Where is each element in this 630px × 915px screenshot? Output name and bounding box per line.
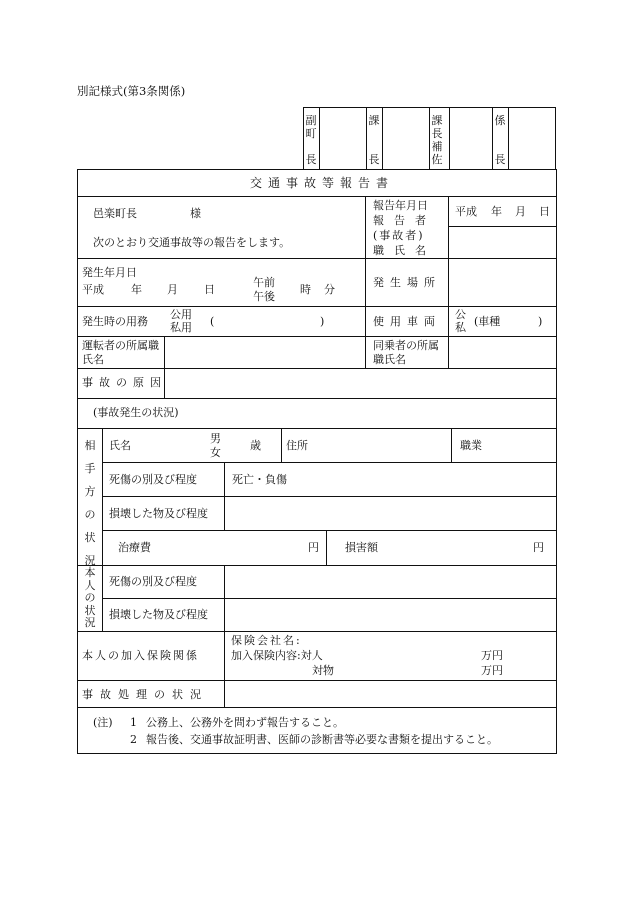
honorific: 様 [190, 207, 201, 220]
vehicle-label: 使用車両 [373, 315, 441, 328]
damage-amount-yen: 円 [533, 541, 544, 554]
occurrence-date-label: 発生年月日 [82, 266, 137, 279]
note-1-number: 1 [130, 716, 137, 729]
other-address-label: 住所 [286, 439, 308, 452]
cause-label: 事故の原因 [82, 376, 167, 389]
accident-person-label: (事故者) [373, 229, 425, 242]
damage-amount-label: 損害額 [345, 541, 378, 554]
self-damage-label: 損壊した物及び程度 [109, 608, 208, 621]
reporter-label: 報告者 [373, 214, 436, 227]
other-age-label: 歳 [250, 439, 261, 452]
approval-section-chief-label: 課 長 [368, 114, 380, 166]
occurrence-day: 日 [204, 283, 215, 296]
occurrence-am: 午前 [253, 276, 275, 289]
purpose-private: 私用 [170, 321, 192, 334]
note-1-text: 公務上、公務外を問わず報告すること。 [146, 716, 344, 729]
occurrence-pm: 午後 [253, 290, 275, 303]
form-reference: 別記様式(第3条関係) [77, 84, 186, 98]
other-injury-label: 死傷の別及び程度 [109, 473, 197, 486]
notes-prefix: (注) [93, 716, 113, 729]
handling-label: 事故処理の状況 [82, 688, 208, 701]
report-date-era: 平成 [455, 205, 477, 218]
report-date-day: 日 [539, 205, 550, 218]
vehicle-kind: (車種 [474, 315, 501, 328]
occurrence-hour: 時 [300, 283, 311, 296]
situation-label: (事故発生の状況) [93, 406, 179, 419]
insurance-company-label: 保険会社名: [231, 634, 302, 647]
purpose-close-paren: ) [320, 315, 325, 328]
occurrence-year: 年 [131, 283, 142, 296]
form-title: 交通事故等報告書 [250, 176, 395, 190]
approval-deputy-chief-label: 課 長 補 佐 [431, 114, 443, 166]
vehicle-public: 公 [455, 308, 466, 321]
insurance-property-unit: 万円 [481, 664, 503, 677]
treatment-yen: 円 [308, 541, 319, 554]
insurance-property-label: 対物 [312, 664, 334, 677]
addressee: 邑楽町長 [93, 207, 137, 220]
approval-unit-chief-label: 係 長 [494, 114, 506, 166]
self-injury-label: 死傷の別及び程度 [109, 575, 197, 588]
purpose-open-paren: ( [210, 315, 215, 328]
other-injury-value: 死亡・負傷 [232, 473, 287, 486]
position-name-label: 職氏名 [373, 244, 436, 257]
place-label: 発生場所 [373, 276, 441, 289]
purpose-label: 発生時の用務 [82, 315, 148, 328]
passenger-label: 同乗者の所属職氏名 [373, 339, 439, 366]
report-date-month: 月 [515, 205, 526, 218]
other-party-side-label: 相手方の状況 [84, 439, 96, 567]
other-name-label: 氏名 [109, 439, 131, 452]
vehicle-private: 私 [455, 321, 466, 334]
request-line: 次のとおり交通事故等の報告をします。 [93, 236, 291, 249]
report-date-year: 年 [491, 205, 502, 218]
purpose-public: 公用 [170, 308, 192, 321]
insurance-content-label: 加入保険内容:対人 [231, 649, 323, 662]
report-date-label: 報告年月日 [373, 199, 428, 212]
note-2-number: 2 [130, 733, 137, 746]
insurance-personal-unit: 万円 [481, 649, 503, 662]
driver-label: 運転者の所属職氏名 [82, 339, 159, 366]
occurrence-minute: 分 [324, 283, 335, 296]
other-sex-male: 男 [210, 432, 221, 445]
occurrence-era: 平成 [82, 283, 104, 296]
other-sex-female: 女 [210, 446, 221, 459]
self-side-label: 本人の状況 [84, 566, 96, 629]
vehicle-close-paren: ) [538, 315, 543, 328]
treatment-label: 治療費 [118, 541, 151, 554]
approval-vice-mayor-label: 副 町 長 [305, 114, 317, 166]
note-2-text: 報告後、交通事故証明書、医師の診断書等必要な書類を提出すること。 [146, 733, 498, 746]
other-damage-label: 損壊した物及び程度 [109, 507, 208, 520]
other-occupation-label: 職業 [460, 439, 482, 452]
occurrence-month: 月 [167, 283, 178, 296]
insurance-label: 本人の加入保険関係 [82, 649, 199, 662]
